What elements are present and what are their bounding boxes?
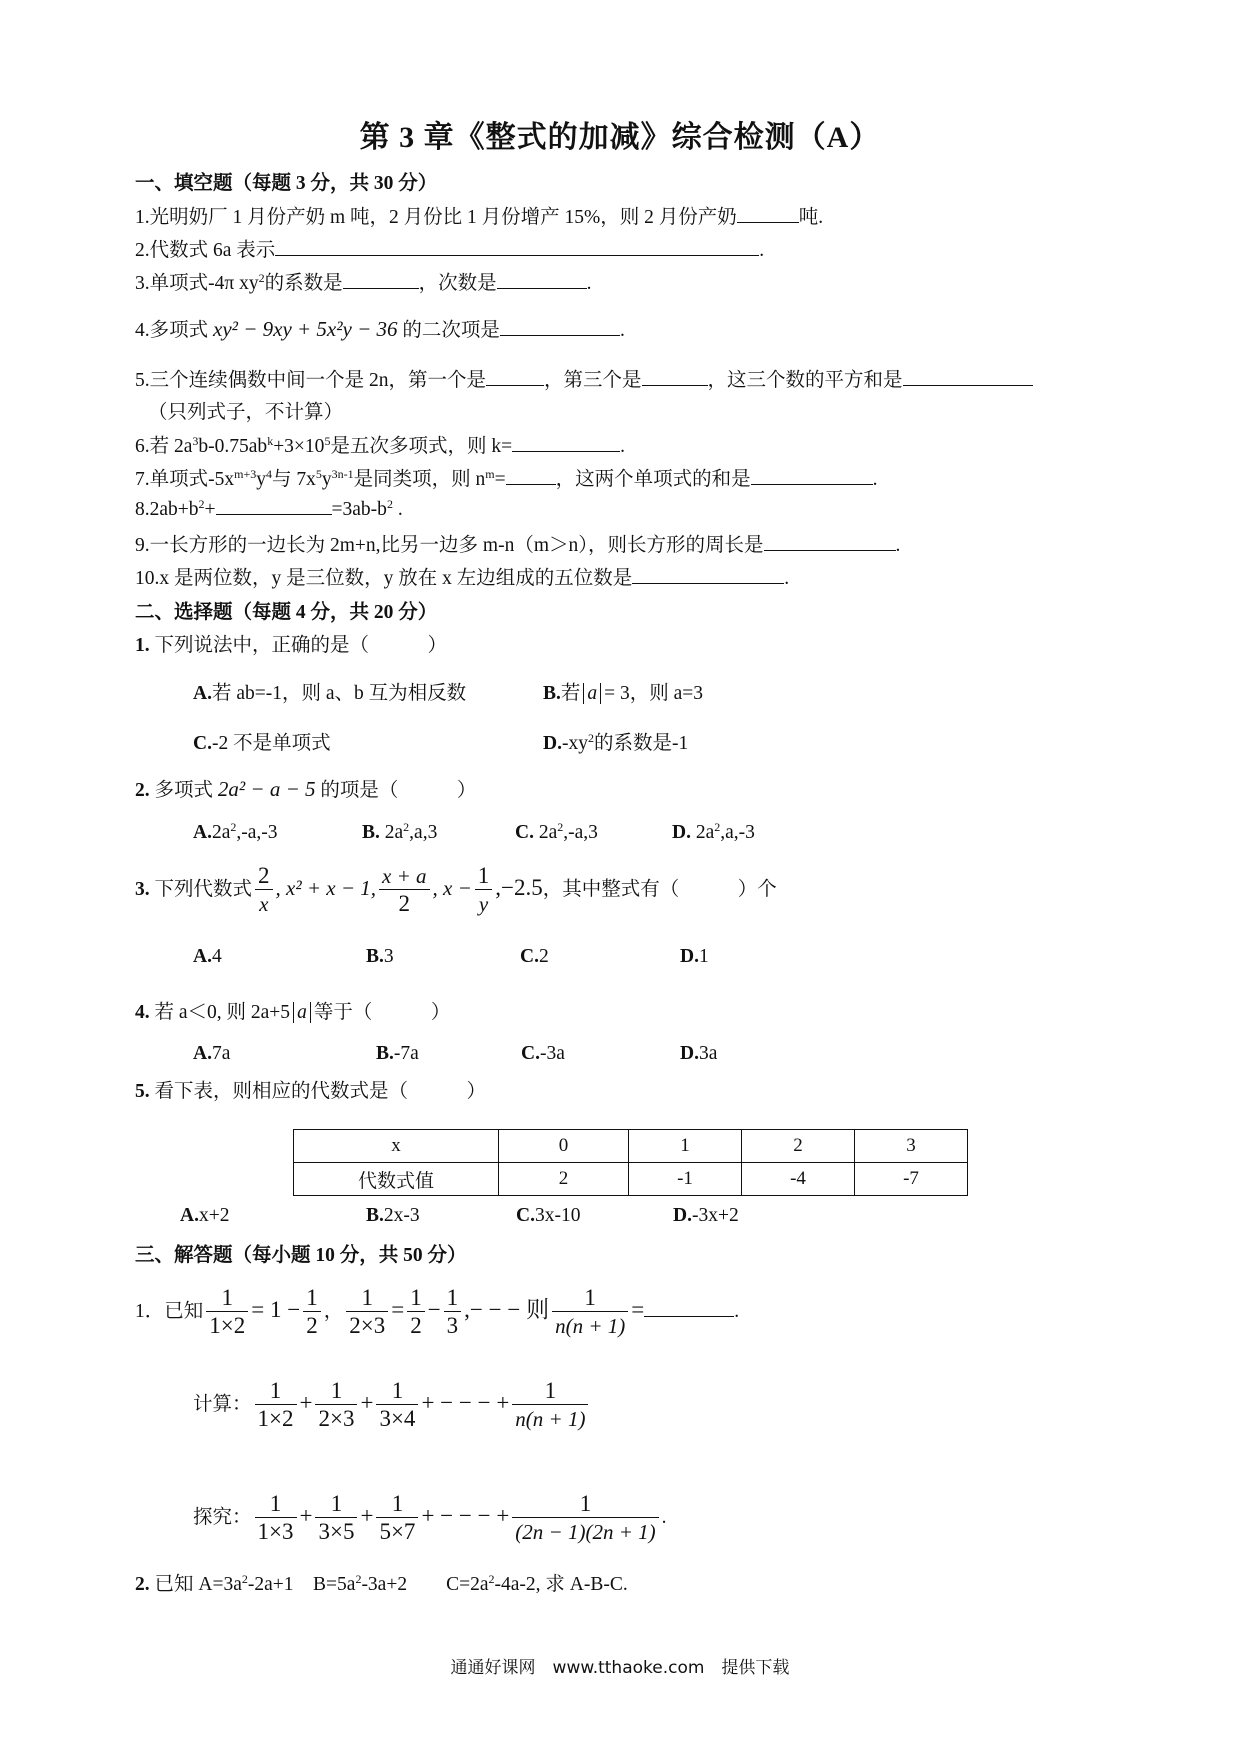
option-c [516, 1205, 580, 1227]
fraction [206, 1285, 248, 1340]
option-text: 2a [211, 822, 231, 843]
s2-question-2 [135, 774, 476, 802]
q-stem: 多项式 [154, 780, 214, 801]
option-c [521, 1043, 565, 1065]
option-b [376, 1043, 419, 1065]
fraction [376, 1491, 418, 1546]
option-text: -3x+2 [691, 1205, 739, 1226]
ellipsis: + − − − + [421, 1389, 510, 1415]
fraction [255, 1378, 297, 1433]
q7-sup: m+3 [234, 467, 257, 481]
q-text: -3a+2 C=2a [361, 1574, 489, 1595]
denominator: 2×3 [346, 1311, 388, 1340]
s1-question-1 [135, 201, 823, 229]
answer-blank [343, 270, 419, 289]
option-text: 2a [533, 822, 558, 843]
table-row [294, 1163, 968, 1196]
q4-tail: . [619, 320, 625, 341]
option-a [193, 946, 222, 968]
q-stem: 若 a＜0, 则 2a+5 [154, 1002, 291, 1023]
numerator: 1 [330, 1491, 343, 1516]
option-text: 的系数是-1 [593, 733, 689, 754]
option-letter: C. [521, 1043, 540, 1064]
sup: 2 [488, 1572, 495, 1586]
option-letter: A. [193, 822, 212, 843]
calc-line [193, 1378, 591, 1433]
q5-note: （只列式子，不计算） [148, 402, 344, 423]
numerator: 1 [269, 1378, 282, 1403]
q9-tail: . [895, 535, 901, 556]
answer-blank [275, 237, 759, 256]
fraction [255, 863, 273, 918]
fraction [407, 1285, 425, 1340]
table-cell: 3 [855, 1130, 968, 1163]
q3-a: 3.单项式-4π xy [135, 273, 259, 294]
question-number: 1. [135, 635, 150, 656]
table-cell: 0 [499, 1130, 629, 1163]
fraction [444, 1285, 462, 1340]
q10-tail: . [784, 568, 790, 589]
option-text: ,a,3 [409, 822, 438, 843]
denominator: n(n + 1) [512, 1404, 588, 1433]
answer-blank [506, 466, 556, 485]
q7-tail: . [872, 469, 878, 490]
q7-sup: 5 [315, 467, 322, 481]
value-table [293, 1129, 968, 1196]
s1-question-6 [135, 430, 625, 458]
expression: = [391, 1296, 405, 1322]
q3-c: ，次数是 [418, 273, 497, 294]
q-tail: . [661, 1506, 667, 1528]
s2-question-5 [135, 1075, 486, 1103]
option-text: ,a,-3 [720, 822, 755, 843]
denominator: 1×2 [255, 1404, 297, 1433]
option-letter: D. [543, 733, 562, 754]
q-text: -4a-2, 求 A-B-C. [494, 1574, 628, 1595]
q1-text: 1.光明奶厂 1 月份产奶 m 吨，2 月份比 1 月份增产 15%，则 2 月份产奶 [135, 207, 737, 228]
sup: 2 [241, 1572, 248, 1586]
question-number: 4. [135, 1002, 150, 1023]
q4-b: 的二次项是 [402, 320, 500, 341]
q6-b: b-0.75ab [198, 436, 268, 457]
q4-expression: xy² − 9xy + 5x²y − 36 [213, 317, 398, 341]
denominator: (2n − 1)(2n + 1) [512, 1517, 658, 1546]
s1-question-4 [135, 314, 625, 342]
q6-c: +3×10 [273, 436, 325, 457]
s1-question-3 [135, 267, 592, 295]
table-row [294, 1130, 968, 1163]
s1-question-9 [135, 529, 900, 557]
option-b [543, 677, 703, 705]
denominator: 5×7 [376, 1517, 418, 1546]
fraction [315, 1491, 357, 1546]
option-a [180, 1205, 229, 1227]
fraction [512, 1378, 588, 1433]
question-number: 2. [135, 780, 150, 801]
option-letter: B. [376, 1043, 394, 1064]
option-text: 2a [379, 822, 404, 843]
q7-g: ，这两个单项式的和是 [555, 469, 751, 490]
calc-label: 计算： [193, 1393, 252, 1415]
question-number: 5. [135, 1081, 150, 1102]
fraction [512, 1491, 658, 1546]
numerator: 1 [579, 1491, 592, 1516]
numerator: 1 [477, 863, 490, 888]
q6-d: 是五次多项式，则 k= [330, 436, 513, 457]
option-text: 3a [698, 1043, 718, 1064]
answer-blank [216, 496, 332, 515]
q-stem: 1．已知 [135, 1300, 204, 1322]
s1-question-5 [135, 364, 1033, 392]
plus: + [299, 1502, 313, 1528]
option-text: 2 [538, 946, 549, 967]
q-expression: 2a² − a − 5 [217, 777, 316, 801]
table-cell: -1 [629, 1163, 742, 1196]
sup: 2 [403, 820, 410, 834]
answer-blank [512, 433, 620, 452]
plus: + [360, 1502, 374, 1528]
option-letter: C. [193, 733, 212, 754]
s3-question-1 [135, 1285, 739, 1340]
expression: = [631, 1296, 645, 1322]
q8-b: + [204, 499, 216, 520]
s1-question-7 [135, 463, 878, 491]
fraction [379, 863, 430, 918]
q8-tail: . [392, 499, 403, 520]
numerator: 1 [446, 1285, 459, 1310]
denominator: 1×3 [255, 1517, 297, 1546]
option-letter: D. [680, 1043, 699, 1064]
sup: 2 [230, 820, 237, 834]
section1-heading: 一、填空题（每题 3 分，共 30 分） [135, 173, 438, 194]
ellipsis: + − − − + [421, 1502, 510, 1528]
fraction [346, 1285, 388, 1340]
option-text: = 3，则 a=3 [604, 683, 704, 704]
denominator: n(n + 1) [552, 1311, 628, 1340]
option-b [366, 1205, 420, 1227]
q8-a: 8.2ab+b [135, 499, 199, 520]
answer-blank [751, 466, 873, 485]
option-letter: A. [180, 1205, 199, 1226]
absolute-value: a [583, 683, 601, 704]
q7-e: 是同类项，则 n [353, 469, 486, 490]
q-stem: 下列代数式 [154, 878, 253, 900]
denominator: y [475, 889, 493, 918]
option-letter: B. [366, 1205, 384, 1226]
option-letter: B. [362, 822, 380, 843]
q3-sup: 2 [258, 271, 265, 285]
expression: = 1 − [251, 1296, 301, 1322]
answer-blank [500, 317, 620, 336]
q7-a: 7.单项式-5x [135, 469, 235, 490]
s2-question-1 [135, 629, 447, 657]
q9-a: 9.一长方形的一边长为 2m+n,比另一边多 m-n（m＞n），则长方形的周长是 [135, 535, 764, 556]
q7-sup: 3n-1 [331, 467, 354, 481]
option-letter: D. [680, 946, 699, 967]
sup: 2 [714, 820, 721, 834]
option-letter: A. [193, 1043, 212, 1064]
option-letter: B. [366, 946, 384, 967]
table-cell: 1 [629, 1130, 742, 1163]
answer-blank [644, 1298, 734, 1317]
option-letter: A. [193, 683, 212, 704]
option-letter: C. [516, 1205, 535, 1226]
q-stem: ，其中整式有（ ）个 [542, 878, 777, 900]
q-text: -2a+1 B=5a [247, 1574, 356, 1595]
s2-question-3 [135, 863, 777, 918]
absolute-value: a [293, 1002, 311, 1023]
q7-sup: 4 [265, 467, 272, 481]
option-text: 1 [698, 946, 709, 967]
expression: , x² + x − 1, [275, 875, 377, 900]
sup: 2 [355, 1572, 362, 1586]
q8-sup: 2 [386, 497, 393, 511]
question-number: 3. [135, 878, 150, 900]
q3-b: 的系数是 [264, 273, 343, 294]
option-letter: C. [515, 822, 534, 843]
option-letter: D. [672, 822, 691, 843]
denominator: 3×5 [315, 1517, 357, 1546]
option-c [520, 946, 549, 968]
section3-heading: 三、解答题（每小题 10 分，共 50 分） [135, 1245, 467, 1266]
q6-tail: . [620, 436, 625, 457]
q-stem: 等于（ ） [313, 1002, 451, 1023]
option-letter: B. [543, 683, 561, 704]
numerator: 1 [221, 1285, 233, 1310]
q5-b: ，第三个是 [544, 370, 642, 391]
question-number: 2. [135, 1574, 150, 1595]
option-text: 若 ab=-1，则 a、b 互为相反数 [211, 683, 467, 704]
numerator: 1 [391, 1378, 404, 1403]
option-text: -3a [539, 1043, 565, 1064]
denominator: 3 [444, 1311, 462, 1340]
option-text: 2a [690, 822, 715, 843]
expression: ,−2.5 [495, 874, 543, 900]
denominator: 2×3 [315, 1404, 357, 1433]
explore-line [193, 1491, 667, 1546]
q2-text: 2.代数式 6a 表示 [135, 240, 276, 261]
footer-text: 通通好课网 www.tthaoke.com 提供下载 [450, 1658, 790, 1678]
fraction [315, 1378, 357, 1433]
option-b [362, 822, 437, 844]
q10-a: 10.x 是两位数，y 是三位数，y 放在 x 左边组成的五位数是 [135, 568, 633, 589]
numerator: 1 [361, 1285, 373, 1310]
option-a [193, 822, 278, 844]
option-letter: D. [673, 1205, 692, 1226]
numerator: 1 [306, 1285, 318, 1310]
numerator: 1 [269, 1491, 282, 1516]
q7-f: = [494, 469, 506, 490]
option-text: 7a [211, 1043, 231, 1064]
option-letter: C. [520, 946, 539, 967]
sup: 2 [587, 731, 594, 745]
option-c [515, 822, 598, 844]
option-letter: A. [193, 946, 212, 967]
sup: 2 [557, 820, 564, 834]
q-stem: 看下表，则相应的代数式是（ ） [154, 1081, 487, 1102]
option-text: 4 [211, 946, 222, 967]
fraction [552, 1285, 628, 1340]
q2-tail: . [759, 240, 765, 261]
q7-d: y [321, 469, 332, 490]
denominator: 3×4 [376, 1404, 418, 1433]
separator: ， [323, 1300, 344, 1322]
option-d [543, 727, 688, 755]
table-cell: 代数式值 [294, 1163, 499, 1196]
q7-c: 与 7x [271, 469, 316, 490]
q-stem: 的项是（ ） [320, 780, 477, 801]
expression: , x − [432, 875, 472, 900]
table-cell: -7 [855, 1163, 968, 1196]
denominator: 2 [379, 889, 430, 918]
option-c [193, 727, 331, 755]
numerator: 2 [258, 863, 270, 888]
option-text: ,-a,3 [563, 822, 598, 843]
table-cell: 2 [742, 1130, 855, 1163]
plus: + [299, 1389, 313, 1415]
answer-blank [764, 532, 896, 551]
numerator: 1 [330, 1378, 343, 1403]
expression: − [427, 1296, 441, 1322]
option-text: -7a [393, 1043, 419, 1064]
option-text: 2x-3 [383, 1205, 420, 1226]
q-text: 已知 A=3a [154, 1574, 242, 1595]
answer-blank [737, 204, 799, 223]
option-text: -2 不是单项式 [211, 733, 331, 754]
option-a [193, 677, 466, 705]
s3-question-2 [135, 1568, 628, 1596]
denominator: 2 [303, 1311, 321, 1340]
fraction [255, 1491, 297, 1546]
option-d [680, 946, 709, 968]
expression: ,− − − 则 [464, 1296, 550, 1322]
numerator: 1 [391, 1491, 404, 1516]
option-text: ,-a,-3 [236, 822, 278, 843]
s1-question-10 [135, 562, 789, 590]
table-cell: -4 [742, 1163, 855, 1196]
explore-label: 探究： [193, 1506, 252, 1528]
denominator: 2 [407, 1311, 425, 1340]
option-text: x+2 [198, 1205, 230, 1226]
s2-question-4 [135, 996, 450, 1024]
option-d [680, 1043, 717, 1065]
q5-c: ，这三个数的平方和是 [707, 370, 903, 391]
table-cell: 2 [499, 1163, 629, 1196]
numerator: x + a [382, 864, 427, 888]
denominator: x [255, 889, 273, 918]
option-a [193, 1043, 230, 1065]
q-tail: . [734, 1300, 740, 1322]
numerator: 1 [544, 1378, 557, 1403]
q7-b: y [256, 469, 266, 490]
q1-tail: 吨. [798, 207, 824, 228]
option-text: 3 [383, 946, 394, 967]
section2-heading: 二、选择题（每题 4 分，共 20 分） [135, 602, 438, 623]
q5-a: 5.三个连续偶数中间一个是 2n，第一个是 [135, 370, 487, 391]
fraction [376, 1378, 418, 1433]
q6-sup: 3 [192, 434, 199, 448]
numerator: 1 [410, 1285, 422, 1310]
plus: + [360, 1389, 374, 1415]
table-cell: x [294, 1130, 499, 1163]
s1-question-2 [135, 234, 764, 262]
answer-blank [642, 367, 708, 386]
option-text: -xy [561, 733, 588, 754]
q6-a: 6.若 2a [135, 436, 193, 457]
option-b [366, 946, 394, 968]
q4-a: 4.多项式 [135, 320, 209, 341]
q3-tail: . [586, 273, 592, 294]
fraction [475, 863, 493, 918]
q-stem: 下列说法中，正确的是（ ） [154, 635, 448, 656]
q7-sup: m [485, 467, 495, 481]
answer-blank [632, 565, 784, 584]
answer-blank [486, 367, 544, 386]
option-text: 若 [560, 683, 581, 704]
q8-c: =3ab-b [331, 499, 387, 520]
q8-sup: 2 [198, 497, 205, 511]
denominator: 1×2 [206, 1311, 248, 1340]
option-d [673, 1205, 739, 1227]
page-title: 第 3 章《整式的加减》综合检测（A） [359, 121, 881, 154]
numerator: 1 [584, 1285, 596, 1310]
q6-sup: 5 [324, 434, 331, 448]
option-d [672, 822, 755, 844]
q6-sup: k [267, 434, 274, 448]
option-text: 3x-10 [534, 1205, 581, 1226]
fraction [303, 1285, 321, 1340]
answer-blank [903, 367, 1033, 386]
answer-blank [497, 270, 587, 289]
s1-question-8 [135, 496, 403, 521]
